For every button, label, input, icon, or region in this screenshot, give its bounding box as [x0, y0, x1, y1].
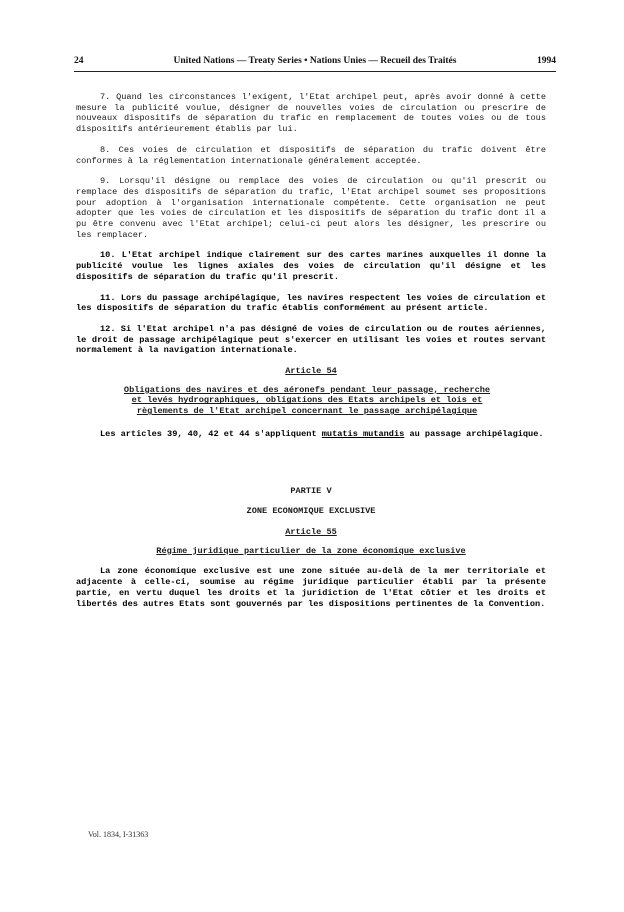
paragraph-7: 7. Quand les circonstances l'exigent, l'Etat archipel peut, après avoir donné à cette mesure la publicité voulue, désigner de nouvelles voies de circulation ou prescrire de nouveaux dispositifs de séparation du trafic en remplacement de toutes voies ou de tous dispositifs antérieurement établis par lui. — [76, 92, 546, 135]
article-54-text-before: Les articles 39, 40, 42 et 44 s'appliquent — [100, 428, 322, 439]
article-55-text: La zone économique exclusive est une zone située au-delà de la mer territoriale et adjacente à celle-ci, soumise au régime juridique particulier établi par la présente partie, en vertu duquel les droits et la juridiction de l'Etat côtier et les droits et libertés des autres Etats sont gouvernés par les dispositions pertinentes de la Convention. — [76, 566, 546, 609]
paragraph-10: 10. L'Etat archipel indique clairement sur des cartes marines auxquelles il donne la publicité voulue les lignes axiales des voies de circulation qu'il désigne et les dispositifs de séparation du trafic qu'il prescrit. — [76, 250, 546, 282]
header-year: 1994 — [537, 56, 556, 66]
article-55-heading: Article 55 — [285, 526, 337, 537]
article-54-text-after: au passage archipélagique. — [404, 428, 544, 439]
article-55-title: Régime juridique particulier de la zone économique exclusive — [156, 545, 466, 556]
part-name: ZONE ECONOMIQUE EXCLUSIVE — [246, 506, 376, 517]
page-footer: Vol. 1834, I-31363 — [88, 830, 149, 839]
page-header — [74, 56, 556, 70]
page-number: 24 — [74, 56, 84, 66]
paragraph-11: 11. Lors du passage archipélagique, les navires respectent les voies de circulation et les dispositifs de séparation du trafic établis conformément au présent article. — [76, 292, 546, 314]
part-v-block — [76, 486, 546, 610]
paragraph-9: 9. Lorsqu'il désigne ou remplace des voies de circulation ou qu'il prescrit ou remplace des dispositifs de séparation du trafic, l'Etat archipel soumet ses propositions pour adoption à l'organisation internationale compétente. Cette organisation ne peut adopter que les voies de circulation et les dispositifs de séparation du trafic dont il a pu être convenu avec l'Etat archipel; celui-ci peut alors les désigner, les prescrire ou les remplacer. — [76, 176, 546, 240]
running-title: United Nations — Treaty Series • Nations Unies — Recueil des Traités — [173, 56, 457, 66]
header-rule — [74, 71, 556, 72]
article-54-heading: Article 54 — [285, 366, 337, 377]
document-body — [76, 92, 546, 619]
article-54-title: Obligations des navires et des aéronefs pendant leur passage, recherche et levés hydrographiques, obligations des Etats archipels et lois et règlements de l'Etat archipel concernant le passage archipélagique — [123, 384, 491, 417]
paragraph-8: 8. Ces voies de circulation et dispositifs de séparation du trafic doivent être conformes à la réglementation internationale généralement acceptée. — [76, 144, 546, 166]
part-label: PARTIE V — [290, 485, 332, 496]
article-54-text — [76, 429, 546, 440]
article-54-text-italic: mutatis mutandis — [321, 428, 405, 439]
paragraph-12: 12. Si l'Etat archipel n'a pas désigné de voies de circulation ou de routes aériennes, le droit de passage archipélagique peut s'exercer en utilisant les voies et routes servant normalement à la navigation internationale. — [76, 323, 546, 356]
